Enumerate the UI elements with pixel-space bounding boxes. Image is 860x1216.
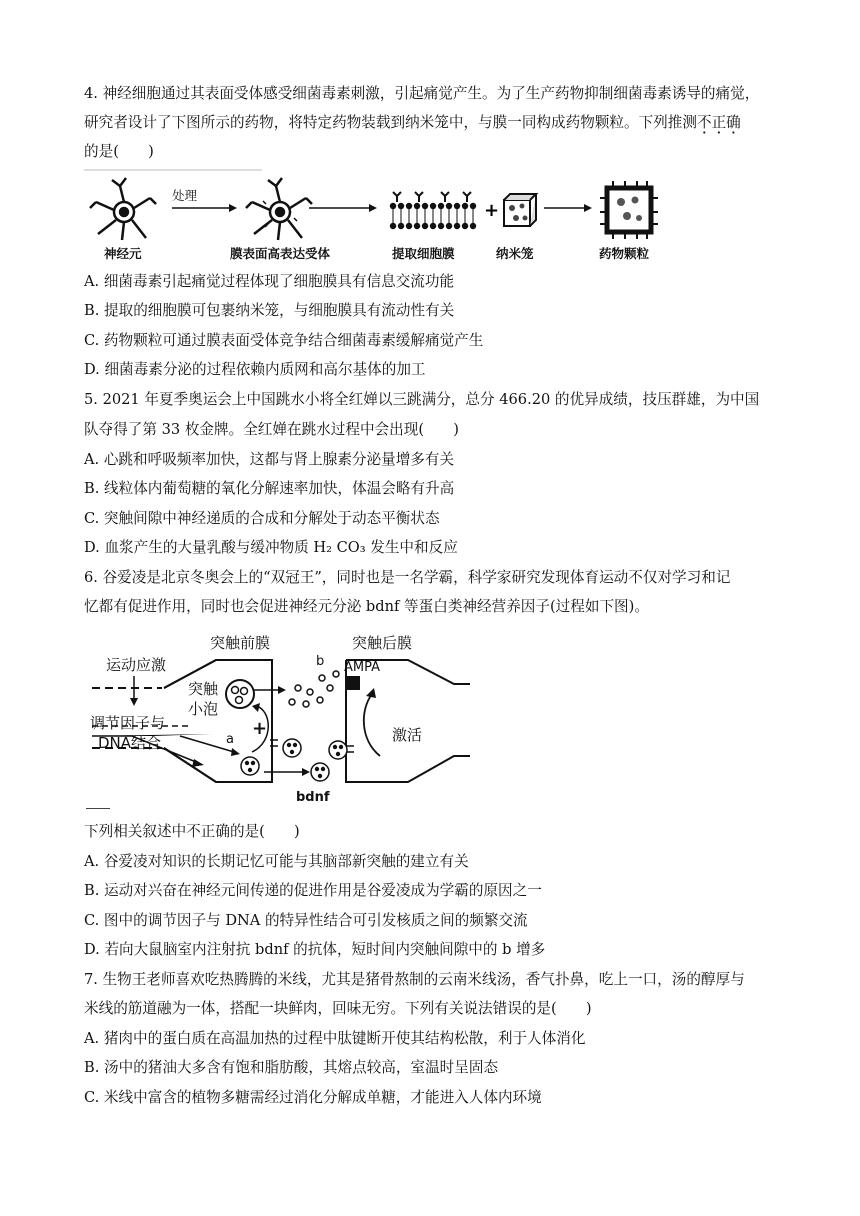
q5-option-b[interactable]: B. 线粒体内葡萄糖的氧化分解速率加快，体温会略有升高 [84,480,455,497]
q7-stem-line1: 7. 生物王老师喜欢吃热腾腾的米线，尤其是猪骨熬制的云南米线汤，香气扑鼻，吃上一口，汤的醇厚与 [84,971,745,988]
q7-option-c[interactable]: C. 米线中富含的植物多糖需经过消化分解成单糖，才能进入人体内环境 [84,1089,542,1106]
label-b: b [316,654,325,669]
q4-stem-line1: 4. 神经细胞通过其表面受体感受细菌毒素刺激，引起痛觉产生。为了生产药物抑制细菌毒素诱导的痛觉， [84,85,760,102]
drug-particle-icon [600,181,658,239]
q7-option-a[interactable]: A. 猪肉中的蛋白质在高温加热的过程中肽键断开使其结构松散，利于人体消化 [84,1030,586,1047]
q4-emph-char-1: 不 [696,114,712,131]
q4-option-d[interactable]: D. 细菌毒素分泌的过程依赖内质网和高尔基体的加工 [84,361,426,378]
cell-membrane-icon [390,192,476,229]
bdnf-particle [283,739,301,757]
label-ampa: AMPA [344,660,381,675]
q4-stem-line2 [84,113,741,133]
label-vesicle-2: 小泡 [188,700,219,718]
neuron-icon [90,178,156,240]
q6-stem-question: 下列相关叙述中不正确的是( ) [84,823,300,840]
q4-emph-char-3: 确 [726,114,741,131]
figure-bottom-rule [86,808,110,809]
label-membrane: 提取细胞膜 [392,246,455,261]
q7-option-b[interactable]: B. 汤中的猪油大多含有饱和脂肪酸，其熔点较高，室温时呈固态 [84,1059,499,1076]
q6-option-b[interactable]: B. 运动对兴奋在神经元间传递的促进作用是谷爱凌成为学霸的原因之一 [84,882,542,899]
label-regulator-2: DNA结合 [98,734,162,752]
neurotransmitter-b [289,671,339,707]
q4-emph-char-2: 正 [711,114,727,131]
plus-sign: + [484,200,500,221]
label-activate: 激活 [392,726,423,744]
q5-stem-line2: 队夺得了第 33 枚金牌。全红婵在跳水过程中会出现( ) [84,421,459,438]
q5-option-d[interactable]: D. 血浆产生的大量乳酸与缓冲物质 H₂ CO₃ 发生中和反应 [84,539,458,556]
label-receptor: 膜表面高表达受体 [230,246,331,261]
label-a: a [226,732,234,747]
q5-option-a[interactable]: A. 心跳和呼吸频率加快，这都与肾上腺素分泌量增多有关 [84,451,455,468]
q6-stem-line2: 忆都有促进作用，同时也会促进神经元分泌 bdnf 等蛋白类神经营养因子(过程如下图)。 [84,598,649,615]
q4-option-a[interactable]: A. 细菌毒素引起痛觉过程体现了细胞膜具有信息交流功能 [84,273,455,290]
q4-stem-line3: 的是( ) [84,143,154,160]
neuron-receptor-icon [246,178,312,240]
q4-option-b[interactable]: B. 提取的细胞膜可包裹纳米笼，与细胞膜具有流动性有关 [84,302,455,319]
activate-arrow [364,694,380,756]
q6-option-c[interactable]: C. 图中的调节因子与 DNA 的特异性结合可引发核质之间的频繁交流 [84,912,528,929]
q6-option-a[interactable]: A. 谷爱凌对知识的长期记忆可能与其脑部新突触的建立有关 [84,853,469,870]
q4-figure [84,168,684,268]
q5-option-c[interactable]: C. 突触间隙中神经递质的合成和分解处于动态平衡状态 [84,510,440,527]
label-exercise-stress: 运动应激 [106,656,167,674]
q4-figure-drawing [84,168,684,268]
bdnf-released [311,763,329,781]
ampa-receptor [346,676,360,690]
label-plus: + [252,718,268,739]
label-drug-particle: 药物颗粒 [599,246,650,261]
q4-stem-line2-text: 研究者设计了下图所示的药物，将特定药物装载到纳米笼中，与膜一同构成药物颗粒。下列推测 [84,114,697,131]
label-presynaptic: 突触前膜 [210,634,271,652]
label-process: 处理 [172,188,198,203]
q6-option-d[interactable]: D. 若向大鼠脑室内注射抗 bdnf 的抗体，短时间内突触间隙中的 b 增多 [84,941,546,958]
label-vesicle-1: 突触 [188,680,219,698]
label-bdnf: bdnf [296,790,330,805]
q7-stem-line2: 米线的筋道融为一体，搭配一块鲜肉，回味无穷。下列有关说法错误的是( ) [84,1000,592,1017]
label-neuron: 神经元 [104,246,142,261]
nanocage-icon [504,194,536,226]
q5-stem-line1: 5. 2021 年夏季奥运会上中国跳水小将全红婵以三跳满分，总分 466.20 的优异成绩，技压群雄，为中国 [84,391,760,408]
q6-synapse-figure [84,630,484,812]
label-nanocage: 纳米笼 [496,246,534,261]
label-regulator-1: 调节因子与 [90,714,166,732]
q4-emphasis [697,114,741,131]
q6-stem-line1: 6. 谷爱凌是北京冬奥会上的“双冠王”，同时也是一名学霸，科学家研究发现体育运动不仅对学习和记 [84,569,731,586]
label-postsynaptic: 突触后膜 [352,634,413,652]
q4-option-c[interactable]: C. 药物颗粒可通过膜表面受体竞争结合细菌毒素缓解痛觉产生 [84,332,484,349]
